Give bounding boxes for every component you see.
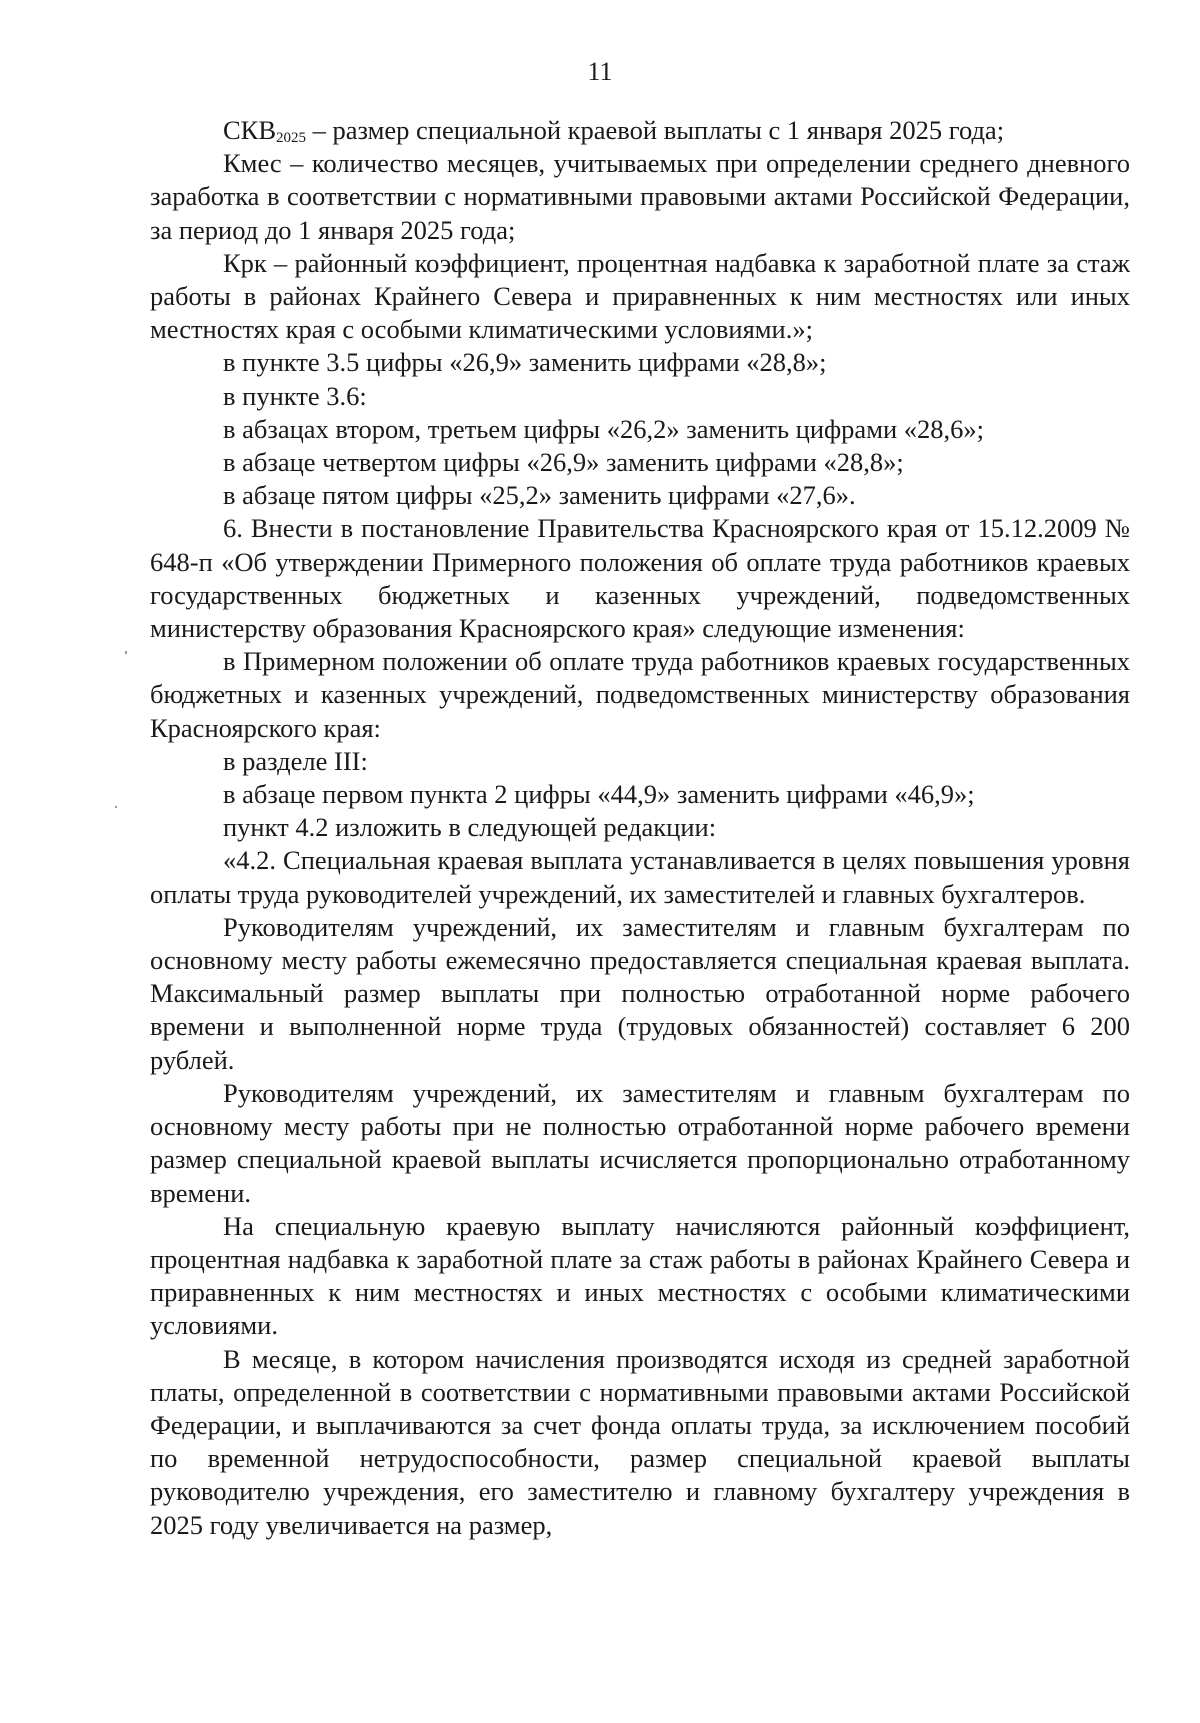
paragraph-abz-2-3: в абзацах втором, третьем цифры «26,2» заменить цифрами «28,6»; <box>223 413 985 444</box>
skv-symbol: СКВ <box>223 115 277 145</box>
scan-speck <box>125 651 127 654</box>
paragraph-primernoe-polozhenie: в Примерном положении об оплате труда работников краевых государственных бюджетных и казенных учреждений, подведомственных министерству образования Красноярского края: <box>150 646 1130 743</box>
page-number: 11 <box>587 57 613 86</box>
paragraph-razdel-3: в разделе III: <box>223 745 368 776</box>
paragraph-skv-definition <box>150 114 1130 147</box>
paragraph-punkt-2: в абзаце первом пункта 2 цифры «44,9» заменить цифрами «46,9»; <box>223 779 975 810</box>
document-body <box>150 114 1130 1542</box>
paragraph-section-6: 6. Внести в постановление Правительства Красноярского края от 15.12.2009 № 648-п «Об утверждении Примерного положения об оплате труда работников краевых государственных бюджетных и казенных учреждений, подведомственных министерству образования Красноярского края» следующие изменения: <box>150 513 1130 644</box>
paragraph-punkt-4-2-intro: пункт 4.2 изложить в следующей редакции: <box>223 812 717 843</box>
paragraph-proportional: Руководителям учреждений, их заместителям и главным бухгалтерам по основному месту работы при не полностью отработанной норме рабочего времени размер специальной краевой выплаты исчисляется пропорционально отработанному времени. <box>150 1077 1130 1208</box>
paragraph-abz-4: в абзаце четвертом цифры «26,9» заменить цифрами «28,8»; <box>223 447 904 478</box>
scan-speck <box>115 806 117 808</box>
paragraph-punkt-4-2: «4.2. Специальная краевая выплата устанавливается в целях повышения уровня оплаты труда руководителей учреждений, их заместителей и главных бухгалтеров. <box>150 845 1130 909</box>
paragraph-item-3-5: в пункте 3.5 цифры «26,9» заменить цифрами «28,8»; <box>223 347 827 378</box>
skv-definition-text: – размер специальной краевой выплаты с 1 января 2025 года; <box>306 115 1005 145</box>
paragraph-average-salary: В месяце, в котором начисления производятся исходя из средней заработной платы, определенной в соответствии с нормативными правовыми актами Российской Федерации, и выплачиваются за счет фонда оплаты труда, за исключением пособий по временной нетрудоспособности, размер специальной краевой выплаты руководителю учреждения, его заместителю и главному бухгалтеру учреждения в 2025 году увеличивается на размер, <box>150 1343 1130 1540</box>
paragraph-coefficients: На специальную краевую выплату начисляются районный коэффициент, процентная надбавка к заработной плате за стаж работы в районах Крайнего Севера и приравненных к ним местностях и иных местностях с особыми климатическими условиями. <box>150 1210 1130 1341</box>
paragraph-kmes-definition: Кмес – количество месяцев, учитываемых при определении среднего дневного заработка в соответствии с нормативными правовыми актами Российской Федерации, за период до 1 января 2025 года; <box>150 148 1130 245</box>
paragraph-max-size: Руководителям учреждений, их заместителям и главным бухгалтерам по основному месту работы ежемесячно предоставляется специальная краевая выплата. Максимальный размер выплаты при полностью отработанной норме рабочего времени и выполненной норме труда (трудовых обязанностей) составляет 6 200 рублей. <box>150 911 1130 1075</box>
paragraph-krk-definition: Крк – районный коэффициент, процентная надбавка к заработной плате за стаж работы в районах Крайнего Севера и приравненных к ним местностях или иных местностях края с особыми климатическими условиями.»; <box>150 247 1130 345</box>
paragraph-item-3-6: в пункте 3.6: <box>223 380 367 411</box>
paragraph-abz-5: в абзаце пятом цифры «25,2» заменить цифрами «27,6». <box>223 480 856 511</box>
skv-subscript: 2025 <box>276 130 307 146</box>
